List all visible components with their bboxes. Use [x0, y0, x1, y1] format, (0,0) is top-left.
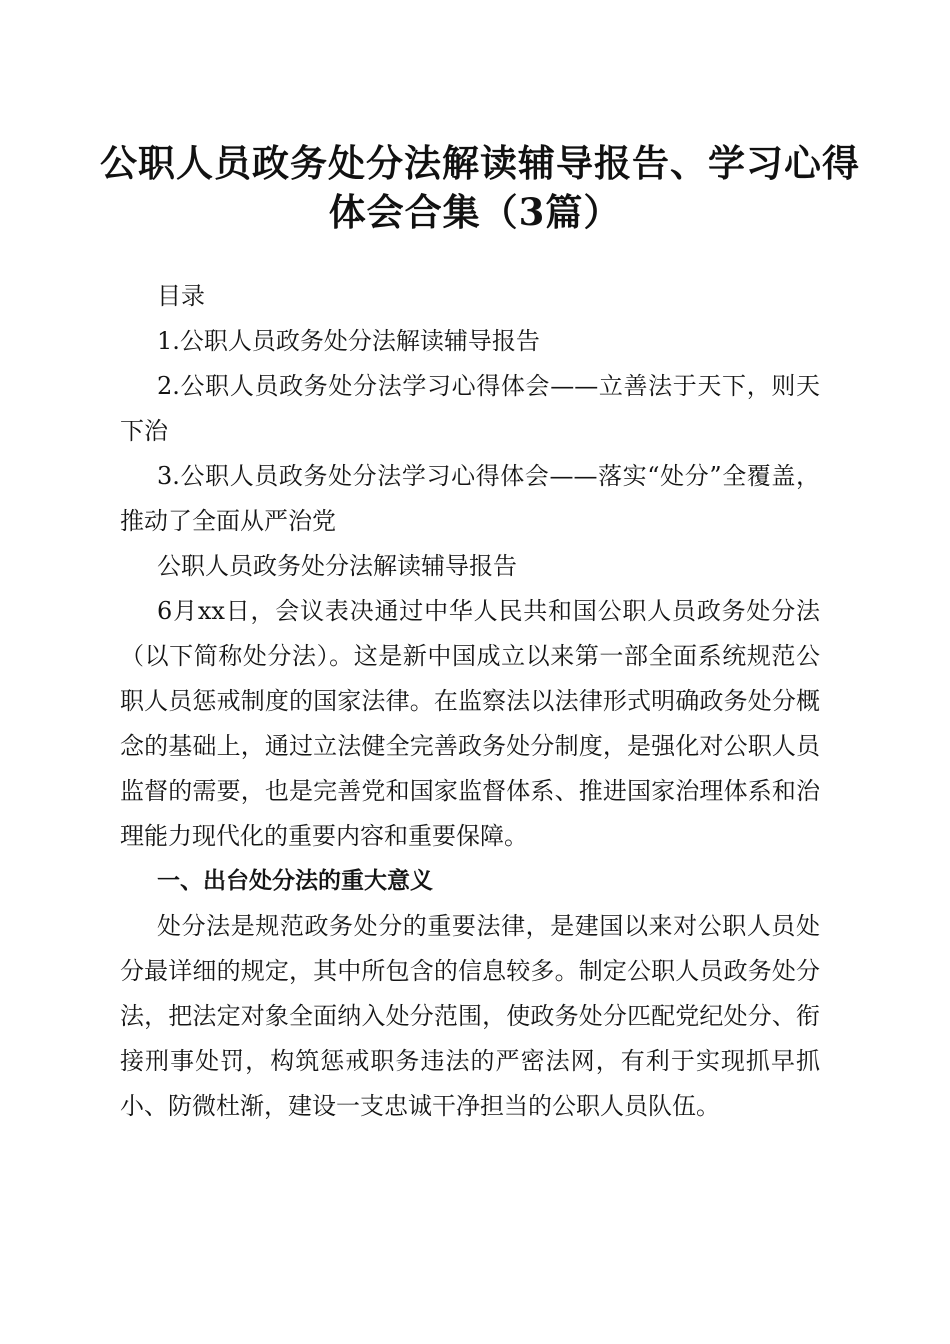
toc-heading: 目录 [157, 282, 205, 310]
toc-item-1: 1.公职人员政务处分法解读辅导报告 [157, 327, 540, 355]
paragraph-2: 处分法是规范政务处分的重要法律，是建国以来对公职人员处分最详细的规定，其中所包含的信息较多。制定公职人员政务处分法，把法定对象全面纳入处分范围，使政务处分匹配党纪处分、衔接刑事处罚，构筑惩戒职务违法的严密法网，有利于实现抓早抓小、防微杜渐，建设一支忠诚干净担当的公职人员队伍。 [120, 912, 820, 1120]
paragraph-1: 6月xx日，会议表决通过中华人民共和国公职人员政务处分法（以下简称处分法）。这是新中国成立以来第一部全面系统规范公职人员惩戒制度的国家法律。在监察法以法律形式明确政务处分概念的基础上，通过立法健全完善政务处分制度，是强化对公职人员监督的需要，也是完善党和国家监督体系、推进国家治理体系和治理能力现代化的重要内容和重要保障。 [120, 597, 820, 850]
section-title: 公职人员政务处分法解读辅导报告 [157, 552, 517, 580]
document-title-line-2: 体会合集（3篇） [328, 190, 622, 234]
document-body [120, 274, 820, 1129]
toc-item-3: 3.公职人员政务处分法学习心得体会——落实“处分”全覆盖，推动了全面从严治党 [120, 462, 820, 535]
heading-1: 一、出台处分法的重大意义 [157, 868, 433, 894]
document-title-line-1: 公职人员政务处分法解读辅导报告、学习心得 [100, 141, 860, 185]
toc-item-2: 2.公职人员政务处分法学习心得体会——立善法于天下，则天下治 [120, 372, 820, 445]
